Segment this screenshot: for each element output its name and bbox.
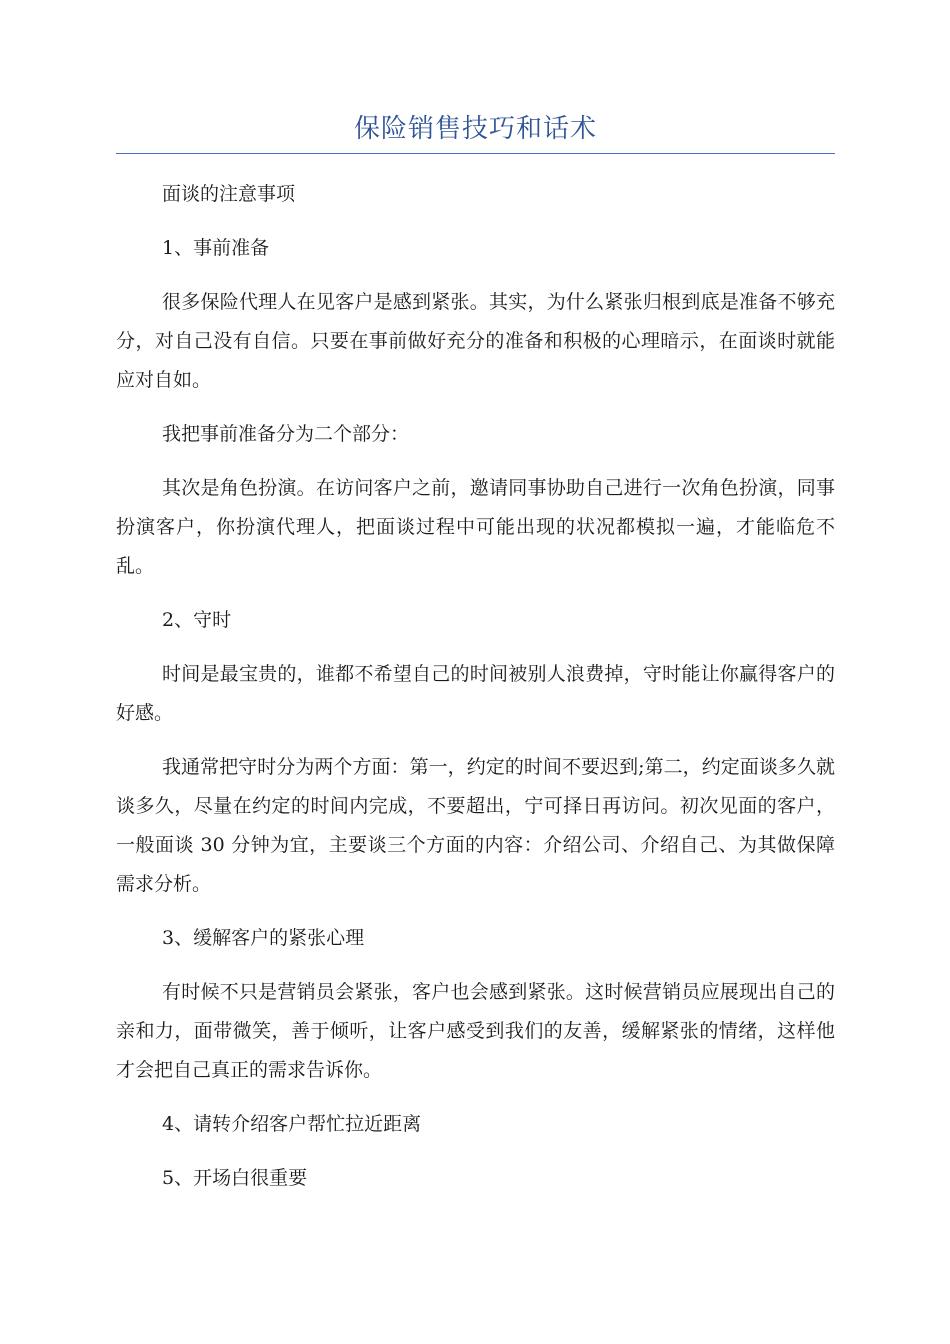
title-underline: [116, 153, 835, 154]
paragraph-heading-notes: 面谈的注意事项: [162, 183, 296, 205]
document-body: [116, 175, 835, 1198]
paragraph-section-5: 5、开场白很重要: [162, 1167, 308, 1189]
paragraph-body: 其次是角色扮演。在访问客户之前，邀请同事协助自己进行一次角色扮演，同事扮演客户，你扮演代理人，把面谈过程中可能出现的状况都模拟一遍，才能临危不乱。: [116, 477, 835, 577]
paragraph-section-2: 2、守时: [162, 609, 232, 631]
paragraph-body: 我把事前准备分为二个部分：: [162, 423, 410, 445]
paragraph-body: 我通常把守时分为两个方面：第一，约定的时间不要迟到;第二，约定面谈多久就谈多久，尽量在约定的时间内完成，不要超出，宁可择日再访问。初次见面的客户，一般面谈 30 分钟为宜，主要谈三个方面的内容：介绍公司、介绍自己、为其做保障需求分析。: [116, 756, 835, 895]
document-title: 保险销售技巧和话术: [353, 114, 597, 144]
paragraph-section-1: 1、事前准备: [162, 237, 270, 259]
paragraph-body: 时间是最宝贵的，谁都不希望自己的时间被别人浪费掉，守时能让你赢得客户的好感。: [116, 663, 835, 724]
paragraph-section-4: 4、请转介绍客户帮忙拉近距离: [162, 1113, 422, 1135]
paragraph-section-3: 3、缓解客户的紧张心理: [162, 927, 365, 949]
paragraph-body: 有时候不只是营销员会紧张，客户也会感到紧张。这时候营销员应展现出自己的亲和力，面带微笑，善于倾听，让客户感受到我们的友善，缓解紧张的情绪，这样他才会把自己真正的需求告诉你。: [116, 981, 835, 1081]
paragraph-body: 很多保险代理人在见客户是感到紧张。其实，为什么紧张归根到底是准备不够充分，对自己没有自信。只要在事前做好充分的准备和积极的心理暗示，在面谈时就能应对自如。: [116, 291, 835, 391]
